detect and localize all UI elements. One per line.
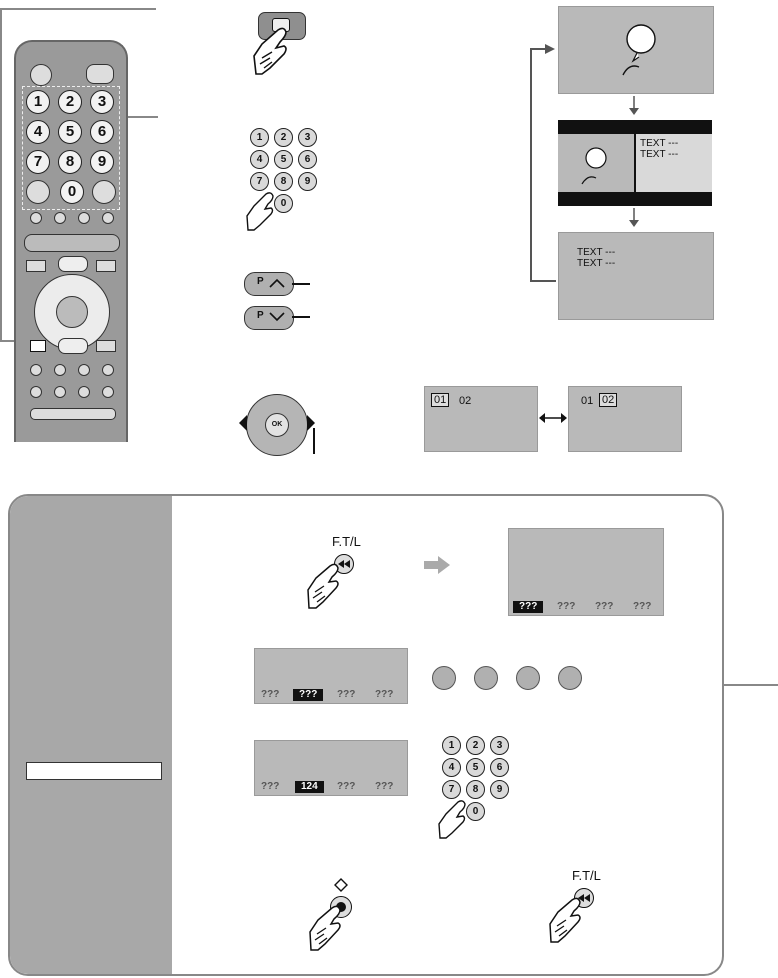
double-arrow-icon xyxy=(538,412,568,424)
mix-text-line-2: TEXT --- xyxy=(640,149,679,160)
remote-key-4[interactable]: 4 xyxy=(26,120,50,144)
remote-teletext-button[interactable] xyxy=(30,340,46,352)
keypad-illustration xyxy=(244,128,324,232)
nav-left-arrow-icon xyxy=(238,414,248,432)
remote-key-0[interactable]: 0 xyxy=(60,180,84,204)
keypad-key-1: 1 xyxy=(250,128,269,147)
speech-bubble-icon xyxy=(619,23,659,77)
pressing-finger-icon xyxy=(244,190,278,232)
keypad-illustration-lower xyxy=(436,736,516,840)
fastext-screen-bottom xyxy=(254,740,408,796)
red-button xyxy=(432,666,456,690)
tab-0: ??? xyxy=(513,601,543,613)
numpad-highlight xyxy=(22,86,120,210)
pressing-finger-icon xyxy=(304,560,344,610)
keypad-key-4: 4 xyxy=(442,758,461,777)
remote-key-6[interactable]: 6 xyxy=(90,120,114,144)
keypad-key-3: 3 xyxy=(298,128,317,147)
tab-1: ??? xyxy=(557,601,576,612)
keypad-key-5: 5 xyxy=(274,150,293,169)
keypad-key-2: 2 xyxy=(466,736,485,755)
remote-key-2[interactable]: 2 xyxy=(58,90,82,114)
sidebar-blank-label xyxy=(26,762,162,780)
flow-down-arrow-icon xyxy=(628,208,640,228)
yellow-button xyxy=(516,666,540,690)
keypad-key-8: 8 xyxy=(466,780,485,799)
pressing-finger-icon xyxy=(306,902,346,952)
program-up-label: P xyxy=(257,276,264,287)
program-up-button xyxy=(244,272,294,296)
panel-callout-line xyxy=(722,684,778,686)
green-button xyxy=(474,666,498,690)
pressing-finger-icon xyxy=(250,24,292,76)
keypad-key-2: 2 xyxy=(274,128,293,147)
tab-0: ??? xyxy=(261,689,280,700)
subpage-a-next: 02 xyxy=(459,395,472,407)
nav-right-arrow-icon xyxy=(306,414,316,432)
tab-2: ??? xyxy=(337,689,356,700)
tab-1: 124 xyxy=(295,781,324,793)
remote-key-9[interactable]: 9 xyxy=(90,150,114,174)
input-button[interactable] xyxy=(86,64,114,84)
keypad-key-9: 9 xyxy=(490,780,509,799)
mix-text-line-1: TEXT --- xyxy=(640,138,679,149)
remote-p-up[interactable] xyxy=(58,256,88,272)
fastext-tabs-mid xyxy=(255,689,407,701)
keypad-key-0: 0 xyxy=(466,802,485,821)
pressing-finger-icon xyxy=(546,894,586,944)
keypad-key-7: 7 xyxy=(250,172,269,191)
chevron-up-icon xyxy=(269,278,285,288)
remote-key-7[interactable]: 7 xyxy=(26,150,50,174)
keypad-key-0: 0 xyxy=(274,194,293,213)
subpage-a-current: 01 xyxy=(431,393,449,407)
tab-1: ??? xyxy=(293,689,323,701)
program-up-leader-line xyxy=(292,283,310,285)
text-line-1: TEXT --- xyxy=(577,247,616,258)
panel-sidebar xyxy=(10,496,172,974)
color-buttons-row xyxy=(432,666,582,690)
remote-key-1[interactable]: 1 xyxy=(26,90,50,114)
remote-control xyxy=(14,40,128,442)
keypad-key-6: 6 xyxy=(298,150,317,169)
flow-down-arrow-icon xyxy=(628,96,640,116)
remote-bottom-buttons xyxy=(30,364,114,420)
program-down-button xyxy=(244,306,294,330)
text-line-2: TEXT --- xyxy=(577,258,616,269)
keypad-key-1: 1 xyxy=(442,736,461,755)
subpage-screen-a xyxy=(424,386,538,452)
remote-key-8[interactable]: 8 xyxy=(58,150,82,174)
teletext-button-illustration xyxy=(250,12,310,72)
nav-leader-line xyxy=(313,428,315,454)
power-button[interactable] xyxy=(30,64,52,86)
keypad-key-4: 4 xyxy=(250,150,269,169)
tv-screen-picture xyxy=(558,6,714,94)
program-down-label: P xyxy=(257,310,264,321)
tab-3: ??? xyxy=(375,781,394,792)
subpage-b-previous: 01 xyxy=(581,395,594,407)
remote-key-5[interactable]: 5 xyxy=(58,120,82,144)
keypad-key-3: 3 xyxy=(490,736,509,755)
keypad-key-7: 7 xyxy=(442,780,461,799)
small-buttons-row xyxy=(30,212,114,224)
remote-key-3[interactable]: 3 xyxy=(90,90,114,114)
keypad-key-5: 5 xyxy=(466,758,485,777)
fastext-tabs-top xyxy=(509,601,663,613)
loop-arrow-head-icon xyxy=(544,43,556,55)
color-key-bar[interactable] xyxy=(24,234,120,252)
chevron-down-icon xyxy=(269,312,285,322)
subpage-screen-b xyxy=(568,386,682,452)
subpage-b-current: 02 xyxy=(599,393,617,407)
blue-button xyxy=(558,666,582,690)
keypad-key-9: 9 xyxy=(298,172,317,191)
fastext-tabs-bottom xyxy=(255,781,407,793)
tab-3: ??? xyxy=(375,689,394,700)
tv-screen-mix xyxy=(558,120,712,206)
tab-3: ??? xyxy=(633,601,652,612)
keypad-key-8: 8 xyxy=(274,172,293,191)
ftl-label-bottom: F.T/L xyxy=(572,868,601,883)
navigation-pad xyxy=(246,394,308,456)
grey-right-arrow-icon xyxy=(424,556,450,574)
diamond-icon xyxy=(334,878,348,892)
program-down-leader-line xyxy=(292,316,310,318)
tab-2: ??? xyxy=(337,781,356,792)
remote-p-down[interactable] xyxy=(58,338,88,354)
keypad-key-6: 6 xyxy=(490,758,509,777)
ftl-label-top: F.T/L xyxy=(332,534,361,549)
tab-2: ??? xyxy=(595,601,614,612)
fastext-screen-top xyxy=(508,528,664,616)
ok-button: OK xyxy=(265,413,289,437)
pressing-finger-icon xyxy=(436,798,470,840)
tab-0: ??? xyxy=(261,781,280,792)
speech-bubble-icon xyxy=(580,146,610,186)
remote-ok-button[interactable] xyxy=(56,296,88,328)
fastext-screen-mid xyxy=(254,648,408,704)
tv-screen-text xyxy=(558,232,714,320)
